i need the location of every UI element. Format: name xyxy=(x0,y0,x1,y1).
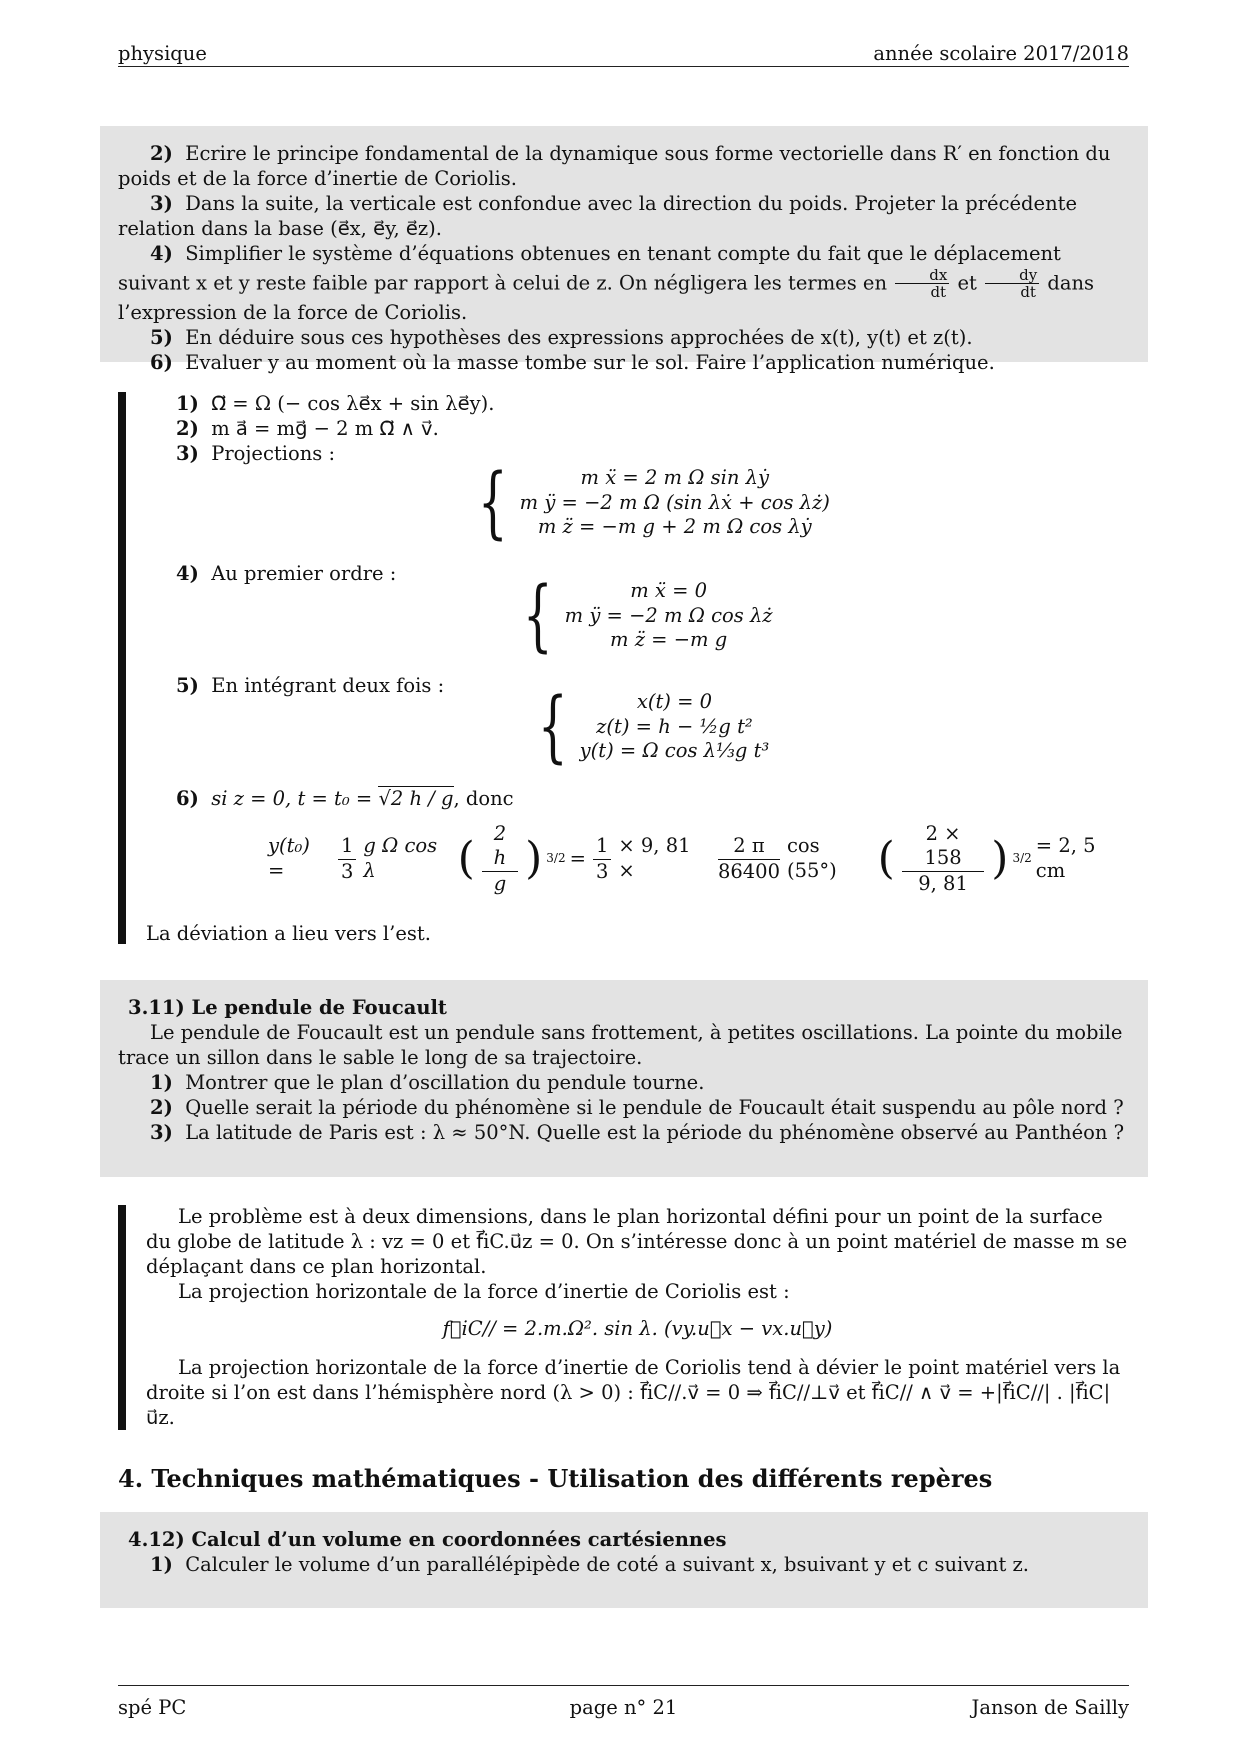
exercise-box-volume xyxy=(100,1512,1148,1608)
exercise-box-questions xyxy=(100,126,1148,374)
equation-system-3: { m ẍ = 2 m Ω sin λẏ m ÿ = −2 m Ω (sin λẋ + cos λż) m z̈ = −m g + 2 m Ω cos λẏ xyxy=(477,458,830,548)
footer-school: Janson de Sailly xyxy=(971,1696,1129,1719)
coriolis-equation: f⃗iC// = 2.m.Ω². sin λ. (vy.u⃗x − vx.u⃗y) xyxy=(442,1316,833,1340)
question-5: 5) En déduire sous ces hypothèses des expressions approchées de x(t), y(t) et z(t). xyxy=(150,325,973,349)
solution-block-1 xyxy=(118,392,1129,952)
question-3: 3) Dans la suite, la verticale est confondue avec la direction du poids. Projeter la précédente relation dans la base (e⃗x, e⃗y, e⃗z). xyxy=(118,191,1078,240)
solution-paragraph-2: La projection horizontale de la force d’inertie de Coriolis est : xyxy=(178,1279,790,1303)
answer-1: 1) Ω⃗ = Ω (− cos λe⃗x + sin λe⃗y). xyxy=(176,392,495,415)
section-heading: 4. Techniques mathématiques - Utilisation des différents repères xyxy=(118,1464,993,1493)
answer-5: 5) En intégrant deux fois : xyxy=(176,674,445,697)
page-footer xyxy=(118,1685,1129,1724)
question-4: 4) Simplifier le système d’équations obtenues en tenant compte du fait que le déplacement suivant x et y reste faible par rapport à celui de z. On négligera les termes en $\frac{dx}{dt}$ et $\frac{dy}{dt}$ dans l’expression de la force de Coriolis. xyxy=(118,241,1095,324)
question-1: 1) Montrer que le plan d’oscillation du pendule tourne. xyxy=(150,1070,705,1094)
solution-block-2 xyxy=(118,1205,1129,1435)
answer-3: 3) Projections : xyxy=(176,442,336,465)
header-year: année scolaire 2017/2018 xyxy=(873,42,1129,65)
final-equation: y(t₀) = $\frac{1}{3}$ g Ω cos λ ( 2 h g ) 3/2 = $\frac{1}{3}$ × 9, 81 × $\frac{2 \pi}{86400}$ cos (55°) ( 2 × 158 9, 81 ) 3/2 = 2, 5 cm xyxy=(268,822,1096,895)
question-3: 3) La latitude de Paris est : λ ≈ 50°N. Quelle est la période du phénomène observé au Panthéon ? xyxy=(150,1120,1125,1144)
equation-system-5: { x(t) = 0 z(t) = h − ½g t² y(t) = Ω cos λ⅓g t³ xyxy=(537,682,770,772)
solution-bar xyxy=(118,392,126,944)
exercise-box-foucault xyxy=(100,980,1148,1177)
question-2: 2) Quelle serait la période du phénomène si le pendule de Foucault était suspendu au pôle nord ? xyxy=(150,1095,1124,1119)
answer-2: 2) m a⃗ = mg⃗ − 2 m Ω⃗ ∧ v⃗. xyxy=(176,417,439,440)
exercise-title: 3.11) Le pendule de Foucault xyxy=(128,996,447,1019)
question-6: 6) Evaluer y au moment où la masse tombe sur le sol. Faire l’application numérique. xyxy=(150,350,995,374)
conclusion-text: La déviation a lieu vers l’est. xyxy=(146,922,431,945)
solution-paragraph-3: La projection horizontale de la force d’inertie de Coriolis tend à dévier le point matériel vers la droite si l’on est dans l’hémisphère nord (λ > 0) : f⃗iC//.v⃗ = 0 ⇒ f⃗iC//⊥v⃗ et f⃗iC// ∧ v⃗ = +|f⃗iC//| . |f⃗iC| u⃗z. xyxy=(146,1355,1121,1429)
footer-page-number: page n° 21 xyxy=(569,1696,678,1719)
answer-4: 4) Au premier ordre : xyxy=(176,562,397,585)
header-subject: physique xyxy=(118,42,207,65)
footer-class: spé PC xyxy=(118,1696,187,1719)
exercise-intro: Le pendule de Foucault est un pendule sans frottement, à petites oscillations. La pointe du mobile trace un sillon dans le sable le long de sa trajectoire. xyxy=(118,1020,1123,1069)
page-header xyxy=(118,42,1129,67)
fraction-dy-dt: $\frac{dy}{dt}$ xyxy=(985,267,1039,301)
exercise-title: 4.12) Calcul d’un volume en coordonnées cartésiennes xyxy=(128,1528,727,1551)
answer-6: 6) si z = 0, t = t₀ = √2 h / g, donc xyxy=(176,787,514,810)
question-2: 2) Ecrire le principe fondamental de la dynamique sous forme vectorielle dans R′ en fonction du poids et de la force d’inertie de Coriolis. xyxy=(118,142,1111,190)
equation-system-4: { m ẍ = 0 m ÿ = −2 m Ω cos λż m z̈ = −m g xyxy=(522,571,773,661)
solution-bar xyxy=(118,1205,126,1430)
question-1: 1) Calculer le volume d’un parallélépipède de coté a suivant x, bsuivant y et c suivant z. xyxy=(150,1552,1029,1576)
solution-paragraph-1: Le problème est à deux dimensions, dans le plan horizontal défini pour un point de la surface du globe de latitude λ : vz = 0 et f⃗iC.u⃗z = 0. On s’intéresse donc à un point matériel de masse m se déplaçant dans ce plan horizontal. xyxy=(146,1205,1128,1278)
fraction-dx-dt: $\frac{dx}{dt}$ xyxy=(895,267,949,301)
